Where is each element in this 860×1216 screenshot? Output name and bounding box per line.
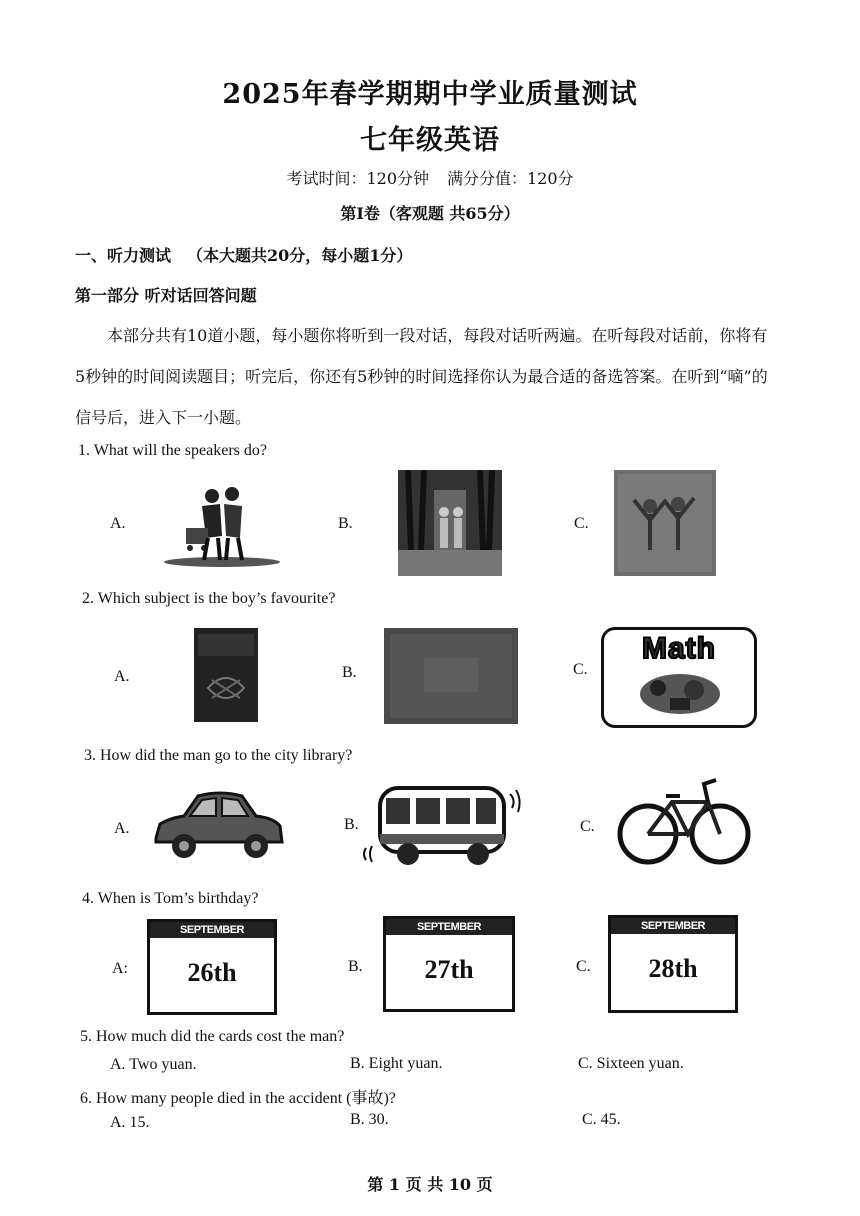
volume-title: 第Ⅰ卷（客观题 共65分） xyxy=(340,204,520,223)
question-1 xyxy=(78,442,267,460)
bus-icon xyxy=(362,782,522,872)
question-text: When is Tom’s birthday? xyxy=(97,890,259,907)
question-2 xyxy=(82,590,335,608)
question-number: 4. xyxy=(82,890,94,907)
question-6 xyxy=(80,1085,396,1108)
section-note: （本大题共20分，每小题1分） xyxy=(187,246,413,265)
full-score: 满分分值：120分 xyxy=(447,169,574,188)
q6-option-a: A. 15. xyxy=(110,1114,150,1131)
calendar-month: SEPTEMBER xyxy=(386,919,512,935)
section-title: 一、听力测试 xyxy=(75,246,172,265)
calendar-28th xyxy=(608,915,738,1013)
q3-option-c: C. xyxy=(580,818,595,835)
calendar-day: 27th xyxy=(424,955,474,984)
question-3 xyxy=(84,747,352,765)
car-icon xyxy=(150,786,286,864)
question-text: What will the speakers do? xyxy=(93,442,267,459)
q6-option-c: C. 45. xyxy=(582,1111,621,1128)
q2-option-b: B. xyxy=(342,664,357,681)
page-footer: 第 1 页 共 10 页 xyxy=(367,1175,493,1194)
q5-option-b: B. Eight yuan. xyxy=(350,1055,443,1072)
question-5 xyxy=(80,1028,344,1046)
q6-option-b: B. 30. xyxy=(350,1111,389,1128)
q4-option-c: C. xyxy=(576,958,591,975)
q4-option-a: A: xyxy=(112,960,128,977)
calendar-month: SEPTEMBER xyxy=(611,918,735,934)
forest-walk-image xyxy=(398,470,502,576)
q1-option-b: B. xyxy=(338,515,353,532)
q4-option-b: B. xyxy=(348,958,363,975)
exam-info xyxy=(0,166,860,189)
question-number: 1. xyxy=(78,442,90,459)
section-heading xyxy=(75,243,412,266)
exam-subtitle: 七年级英语 xyxy=(360,125,500,156)
exam-time: 考试时间：120分钟 xyxy=(286,169,429,188)
calendar-26th xyxy=(147,919,277,1015)
dancing-people-image xyxy=(614,470,716,576)
exam-title: 2025年春学期期中学业质量测试 xyxy=(222,79,638,110)
calendar-day: 28th xyxy=(648,954,698,983)
q5-option-c: C. Sixteen yuan. xyxy=(578,1055,684,1072)
question-4 xyxy=(82,890,259,908)
math-label: Math xyxy=(642,632,716,665)
noisy-book-image xyxy=(384,628,518,724)
question-text: How did the man go to the city library? xyxy=(100,747,353,764)
question-number: 6. xyxy=(80,1090,92,1107)
q3-option-b: B. xyxy=(344,816,359,833)
question-number: 5. xyxy=(80,1028,92,1045)
instructions-text: 本部分共有10道小题，每小题你将听到一段对话，每段对话听两遍。在听每段对话前，你将有5秒钟的时间阅读题目；听完后，你还有5秒钟的时间选择你认为最合适的备选答案。在听到“嘀”的信号后，进入下一小题。 xyxy=(75,326,768,427)
question-text: How much did the cards cost the man? xyxy=(96,1028,345,1045)
physics-book-image xyxy=(194,628,258,722)
calendar-day: 26th xyxy=(187,958,237,987)
part-heading: 第一部分 听对话回答问题 xyxy=(75,286,257,305)
question-number: 2. xyxy=(82,590,94,607)
q2-option-c: C. xyxy=(573,661,588,678)
question-text: Which subject is the boy’s favourite? xyxy=(97,590,336,607)
q5-option-a: A. Two yuan. xyxy=(110,1056,197,1073)
shopping-couple-image xyxy=(162,484,282,568)
math-symbols-icon xyxy=(634,668,726,718)
calendar-27th xyxy=(383,916,515,1012)
q2-option-a: A. xyxy=(114,668,130,685)
q1-option-c: C. xyxy=(574,515,589,532)
question-number: 3. xyxy=(84,747,96,764)
calendar-month: SEPTEMBER xyxy=(150,922,274,938)
bicycle-icon xyxy=(616,772,752,868)
q1-option-a: A. xyxy=(110,515,126,532)
q3-option-a: A. xyxy=(114,820,130,837)
question-text: How many people died in the accident (事故)? xyxy=(96,1090,396,1107)
math-book-image xyxy=(601,627,757,728)
